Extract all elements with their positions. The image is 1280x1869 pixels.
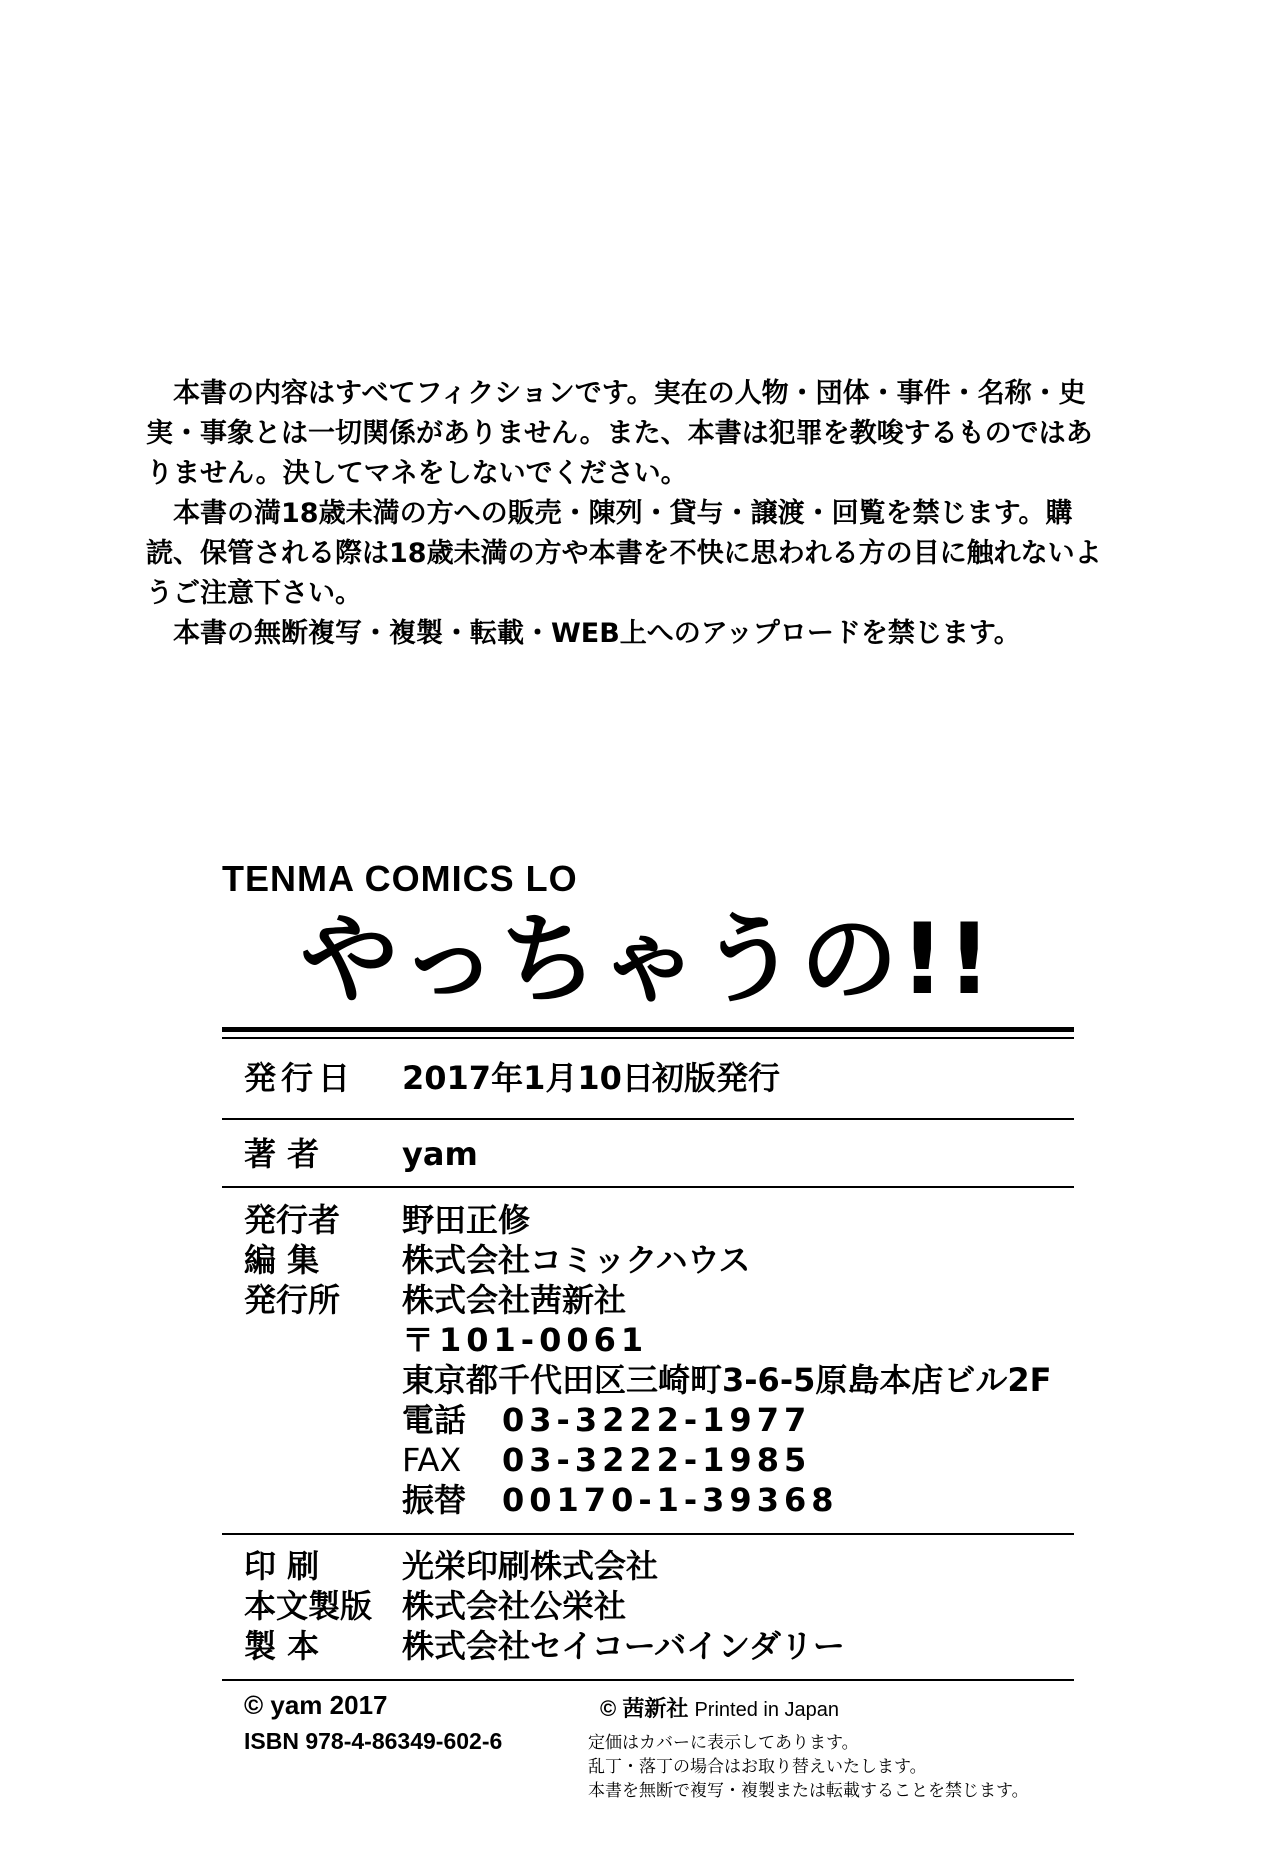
transfer-label: 振替 bbox=[402, 1481, 467, 1519]
replacement-note: 乱丁・落丁の場合はお取り替えいたします。 bbox=[588, 1757, 927, 1777]
notice-age-restriction: 本書の満18歳未満の方への販売・陳列・貸与・譲渡・回覧を禁じます。購読、保管される際は18歳未満の方や本書を不快に思われる方の目に触れないようご注意下さい。 bbox=[146, 498, 1102, 609]
author-name: yam bbox=[402, 1135, 478, 1173]
tel-label: 電話 bbox=[402, 1401, 467, 1439]
typeset-row bbox=[244, 1586, 626, 1626]
notice-fiction: 本書の内容はすべてフィクションです。実在の人物・団体・事件・名称・史実・事象とは一切関係がありません。また、本書は犯罪を教唆するものではありません。決してマネをしないでください。 bbox=[146, 378, 1093, 489]
tel-row bbox=[402, 1400, 811, 1440]
fax: 03-3222-1985 bbox=[502, 1441, 812, 1479]
divider bbox=[222, 1037, 1074, 1039]
series-name: TENMA COMICS LO bbox=[222, 858, 578, 899]
transfer-row bbox=[402, 1480, 838, 1520]
divider bbox=[222, 1118, 1074, 1120]
office-row bbox=[244, 1280, 626, 1320]
postal-code: 〒101-0061 bbox=[402, 1321, 649, 1359]
issue-date-row bbox=[244, 1058, 780, 1098]
editor: 株式会社コミックハウス bbox=[402, 1241, 751, 1279]
book-title: やっちゃうの!! bbox=[300, 903, 994, 1017]
publisher-copyright: © 茜新社 bbox=[600, 1696, 689, 1721]
office: 株式会社茜新社 bbox=[402, 1281, 627, 1319]
divider bbox=[222, 1186, 1074, 1188]
printer: 光栄印刷株式会社 bbox=[402, 1547, 659, 1585]
tel: 03-3222-1977 bbox=[502, 1401, 812, 1439]
office-label: 発行所 bbox=[244, 1281, 341, 1319]
editor-label: 編 集 bbox=[244, 1241, 320, 1279]
price-note: 定価はカバーに表示してあります。 bbox=[588, 1733, 859, 1753]
issue-date: 2017年1月10日 bbox=[402, 1059, 654, 1097]
divider bbox=[222, 1027, 1074, 1032]
author-row bbox=[244, 1134, 478, 1174]
isbn: ISBN 978-4-86349-602-6 bbox=[244, 1728, 503, 1754]
fax-row bbox=[402, 1440, 811, 1480]
print-row bbox=[244, 1546, 658, 1586]
reproduction-note: 本書を無断で複写・複製または転載することを禁じます。 bbox=[588, 1781, 1029, 1801]
author-copyright: © yam 2017 bbox=[244, 1690, 388, 1720]
binding-label: 製 本 bbox=[244, 1627, 320, 1665]
author-label: 著 者 bbox=[244, 1135, 320, 1173]
notice-block bbox=[146, 374, 1106, 654]
editor-row bbox=[244, 1240, 750, 1280]
divider bbox=[222, 1533, 1074, 1535]
transfer: 00170-1-39368 bbox=[502, 1481, 839, 1519]
address: 東京都千代田区三崎町3-6-5原島本店ビル2F bbox=[402, 1361, 1052, 1399]
printed-in: Printed in Japan bbox=[694, 1699, 839, 1721]
publisher-copyright-row bbox=[600, 1692, 839, 1723]
print-label: 印 刷 bbox=[244, 1547, 320, 1585]
binder: 株式会社セイコーバインダリー bbox=[402, 1627, 845, 1665]
publisher-person: 野田正修 bbox=[402, 1201, 531, 1239]
typeset-label: 本文製版 bbox=[244, 1587, 373, 1625]
fax-label: FAX bbox=[402, 1441, 462, 1479]
notice-copying: 本書の無断複写・複製・転載・WEB上へのアップロードを禁じます。 bbox=[173, 618, 1021, 649]
publisher-person-label: 発行者 bbox=[244, 1201, 341, 1239]
divider bbox=[222, 1679, 1074, 1681]
issue-note: 初版発行 bbox=[652, 1059, 781, 1097]
issue-date-label: 発行日 bbox=[244, 1059, 356, 1097]
typesetter: 株式会社公栄社 bbox=[402, 1587, 627, 1625]
binding-row bbox=[244, 1626, 845, 1666]
publisher-person-row bbox=[244, 1200, 530, 1240]
